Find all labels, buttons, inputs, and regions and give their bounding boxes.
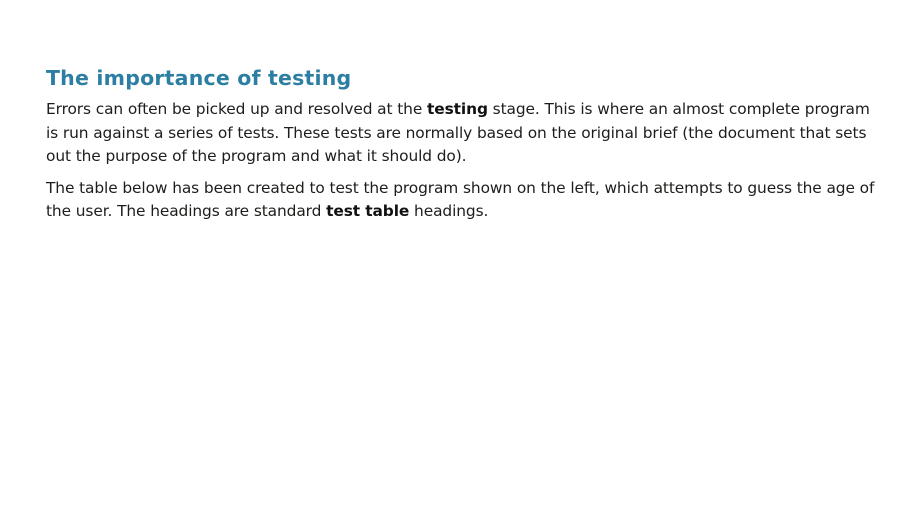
paragraph-text: The table below has been created to test the program shown on the left, which attempts to guess the age of the user. The headings are standard [46, 178, 875, 220]
paragraph-test-table [46, 177, 876, 224]
content-area [46, 64, 876, 232]
paragraph-testing-stage [46, 98, 876, 169]
paragraph-text: stage. This is where an almost complete program is run against a series of tests. These tests are normally based on the original brief (the document that sets out the purpose of the program and what it should do). [46, 100, 870, 165]
paragraph-text: headings. [409, 202, 489, 220]
bold-term-testing: testing [427, 100, 488, 118]
bold-term-test-table: test table [326, 202, 410, 220]
section-title: The importance of testing [46, 66, 352, 90]
paragraph-text: Errors can often be picked up and resolved at the [46, 100, 427, 118]
